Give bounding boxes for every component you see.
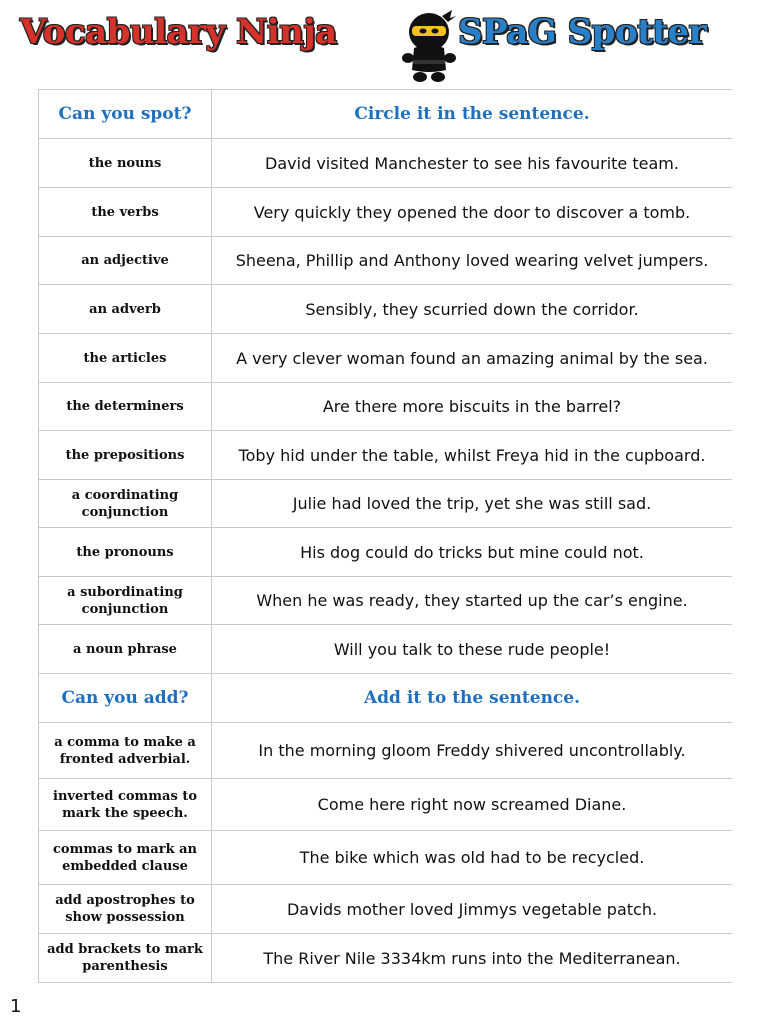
row-sentence: His dog could do tricks but mine could not. (212, 528, 733, 577)
spag-table (38, 89, 732, 983)
row-label: a subordinating conjunction (39, 577, 212, 625)
row-sentence: Very quickly they opened the door to discover a tomb. (212, 188, 733, 237)
header (0, 0, 768, 88)
table-row (39, 139, 733, 188)
table-row (39, 577, 733, 625)
row-label: commas to mark an embedded clause (39, 831, 212, 885)
add-col1-header: Can you add? (39, 674, 212, 723)
table-row (39, 383, 733, 431)
row-label: add brackets to mark parenthesis (39, 934, 212, 983)
row-sentence: Come here right now screamed Diane. (212, 779, 733, 831)
row-sentence: The bike which was old had to be recycled. (212, 831, 733, 885)
row-sentence: Sensibly, they scurried down the corridor. (212, 285, 733, 334)
spot-header-row (39, 90, 733, 139)
row-sentence: In the morning gloom Freddy shivered uncontrollably. (212, 723, 733, 779)
row-sentence: The River Nile 3334km runs into the Mediterranean. (212, 934, 733, 983)
table-row (39, 285, 733, 334)
row-sentence: Davids mother loved Jimmys vegetable patch. (212, 885, 733, 934)
table-row (39, 480, 733, 528)
spot-col2-header: Circle it in the sentence. (212, 90, 733, 139)
title-vocabulary-ninja: Vocabulary Ninja (20, 12, 337, 52)
row-sentence: When he was ready, they started up the car’s engine. (212, 577, 733, 625)
table-row (39, 431, 733, 480)
spot-col1-header: Can you spot? (39, 90, 212, 139)
page-number: 1 (10, 996, 22, 1017)
row-sentence: Toby hid under the table, whilst Freya hid in the cupboard. (212, 431, 733, 480)
table-row (39, 334, 733, 383)
row-label: a coordinating conjunction (39, 480, 212, 528)
row-sentence: Julie had loved the trip, yet she was still sad. (212, 480, 733, 528)
row-label: inverted commas to mark the speech. (39, 779, 212, 831)
add-header-row (39, 674, 733, 723)
table-row (39, 188, 733, 237)
table-row (39, 934, 733, 983)
row-sentence: Will you talk to these rude people! (212, 625, 733, 674)
row-sentence: Are there more biscuits in the barrel? (212, 383, 733, 431)
table-row (39, 237, 733, 285)
row-sentence: David visited Manchester to see his favourite team. (212, 139, 733, 188)
title-spag-spotter: SPaG Spotter (458, 12, 707, 52)
row-label: an adjective (39, 237, 212, 285)
table-row (39, 723, 733, 779)
table-row (39, 885, 733, 934)
table-row (39, 831, 733, 885)
row-sentence: A very clever woman found an amazing animal by the sea. (212, 334, 733, 383)
row-label: the verbs (39, 188, 212, 237)
row-label: the pronouns (39, 528, 212, 577)
row-label: a noun phrase (39, 625, 212, 674)
row-label: a comma to make a fronted adverbial. (39, 723, 212, 779)
row-sentence: Sheena, Phillip and Anthony loved wearing velvet jumpers. (212, 237, 733, 285)
row-label: the determiners (39, 383, 212, 431)
ninja-icon (398, 8, 460, 84)
table-row (39, 779, 733, 831)
table-row (39, 528, 733, 577)
row-label: the nouns (39, 139, 212, 188)
row-label: add apostrophes to show possession (39, 885, 212, 934)
row-label: an adverb (39, 285, 212, 334)
row-label: the articles (39, 334, 212, 383)
table-row (39, 625, 733, 674)
row-label: the prepositions (39, 431, 212, 480)
add-col2-header: Add it to the sentence. (212, 674, 733, 723)
